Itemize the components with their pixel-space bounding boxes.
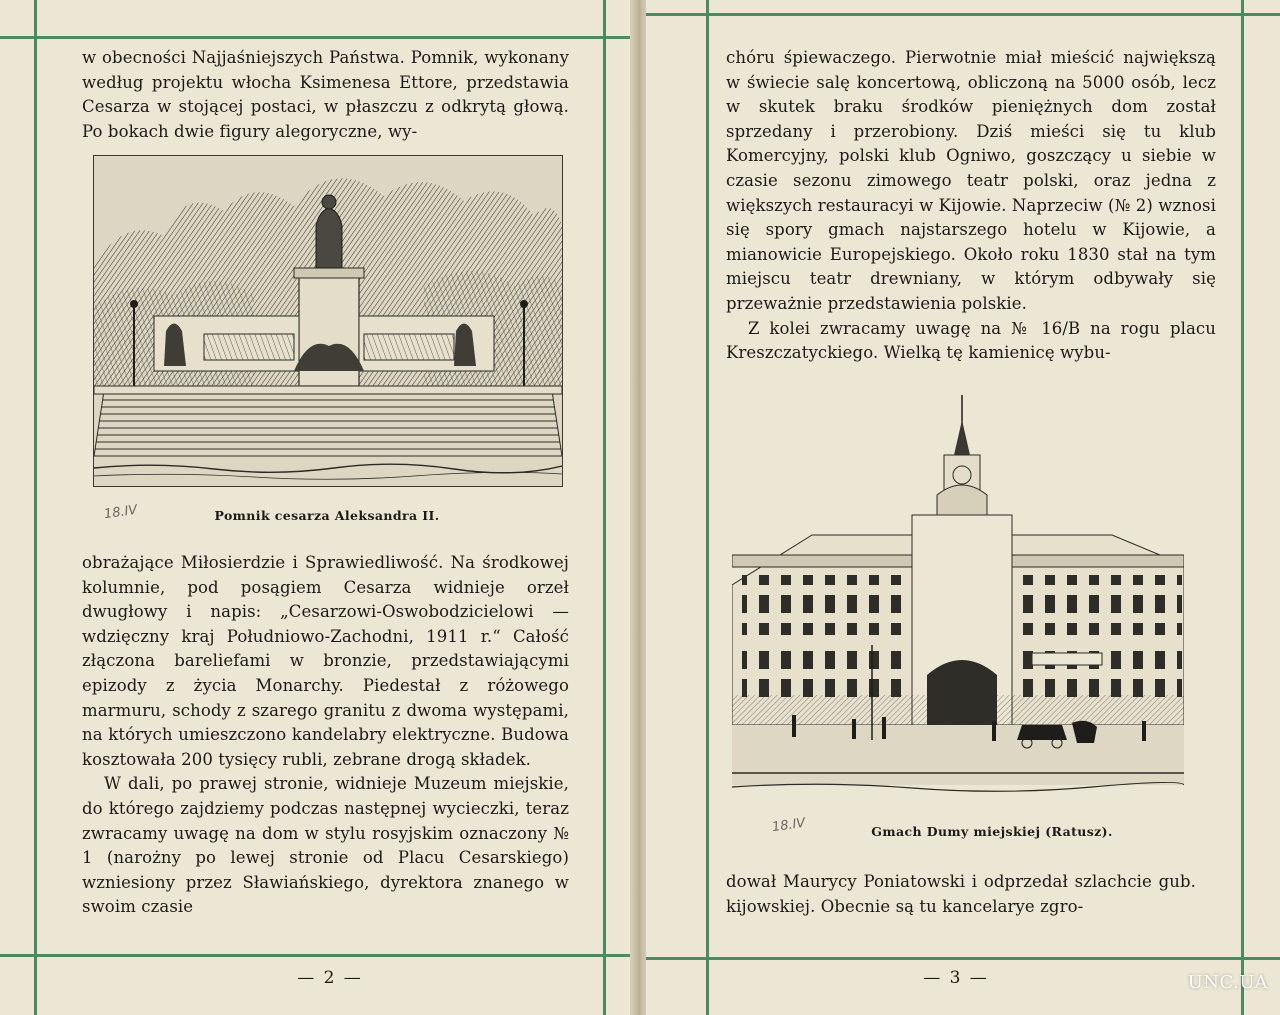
right-illustration-caption: Gmach Dumy miejskiej (Ratusz). bbox=[871, 824, 1113, 839]
monument-illustration bbox=[93, 155, 563, 487]
right-paragraph-second: Z kolei zwracamy uwagę na № 16/B na rogu placu Kreszczatyckiego. Wielką tę kamienicę wybu- bbox=[726, 318, 1216, 363]
left-paragraph-second: W dali, po prawej stronie, widnieje Muzeum miejskie, do którego zajdziemy podczas następnej wycieczki, teraz zwracamy uwagę na dom w stylu rosyjskim oznaczony № 1 (narożny po lewej stronie od Placu Cesarskiego) wzniesiony przez Sławiańskiego, dyrektora znanego w swoim czasie bbox=[82, 774, 569, 917]
left-page-number: — 2 — bbox=[297, 968, 363, 988]
left-text-main bbox=[82, 551, 569, 920]
left-paragraph-main: obrażające Miłosierdzie i Sprawiedliwość. Na środkowej kolumnie, pod posągiem Cesarza widnieje orzeł dwugłowy i napis: „Cesarzowi-Oswobodzicielowi — wdzięczny kraj Południowo-Zachodni, 1911 r.“ Całość złączona bareliefami w bronzie, przedstawiającymi epizody z życia Monarchy. Piedestał z różowego marmuru, schody z szarego granitu z dwoma występami, na których umieszczono kandelabry elektryczne. Budowa kosztowała 200 tysięcy rubli, zebrane drogą składek. bbox=[82, 553, 569, 769]
right-text-bottom bbox=[726, 870, 1196, 919]
left-pencil-note: 18.IV bbox=[103, 502, 139, 523]
right-page bbox=[646, 0, 1280, 1015]
frame-line-bottom bbox=[646, 957, 1280, 960]
left-paragraph-top: w obecności Najjaśniejszych Państwa. Pomnik, wykonany według projektu włocha Ksimenesa Ettore, przedstawia Cesarza w stojącej postaci, w płaszczu z odkrytą głową. Po bokach dwie figury alegoryczne, wy- bbox=[82, 48, 569, 141]
frame-line-bottom bbox=[0, 954, 636, 957]
frame-line-top bbox=[0, 36, 636, 39]
frame-line-outer bbox=[1241, 0, 1244, 1015]
frame-line-left-inner bbox=[603, 0, 606, 1015]
frame-line-top bbox=[646, 13, 1280, 16]
city-hall-engraving bbox=[732, 395, 1184, 800]
site-watermark: UNC.UA bbox=[1187, 972, 1268, 993]
right-text-top bbox=[726, 46, 1216, 366]
monument-engraving bbox=[94, 156, 562, 486]
city-hall-illustration bbox=[732, 395, 1184, 800]
frame-line-inner bbox=[706, 0, 709, 1015]
left-text-top bbox=[82, 46, 569, 144]
right-paragraph-bottom: dował Maurycy Poniatowski i odprzedał szlachcie gub. kijowskiej. Obecnie są tu kancelarye zgro- bbox=[726, 872, 1196, 916]
frame-line-left-outer bbox=[34, 0, 37, 1015]
right-page-number: — 3 — bbox=[923, 968, 989, 988]
left-illustration-caption: Pomnik cesarza Aleksandra II. bbox=[214, 508, 440, 523]
left-page bbox=[0, 0, 636, 1015]
right-paragraph-top: chóru śpiewaczego. Pierwotnie miał mieścić największą w świecie salę koncertową, obliczoną na 5000 osób, lecz w skutek braku środków pieniężnych dom został sprzedany i przerobiony. Dziś mieści się tu klub Komercyjny, polski klub Ogniwo, goszczący u siebie w czasie sezonu zimowego teatr polski, oraz jedna z większych restauracyi w Kijowie. Naprzeciw (№ 2) wznosi się spory gmach najstarszego hotelu w Kijowie, a mianowicie Europejskiego. Około roku 1830 stał na tym miejscu teatr drewniany, w którym odbywały się przeważnie przedstawienia polskie. bbox=[726, 48, 1216, 313]
right-pencil-note: 18.IV bbox=[771, 815, 807, 836]
